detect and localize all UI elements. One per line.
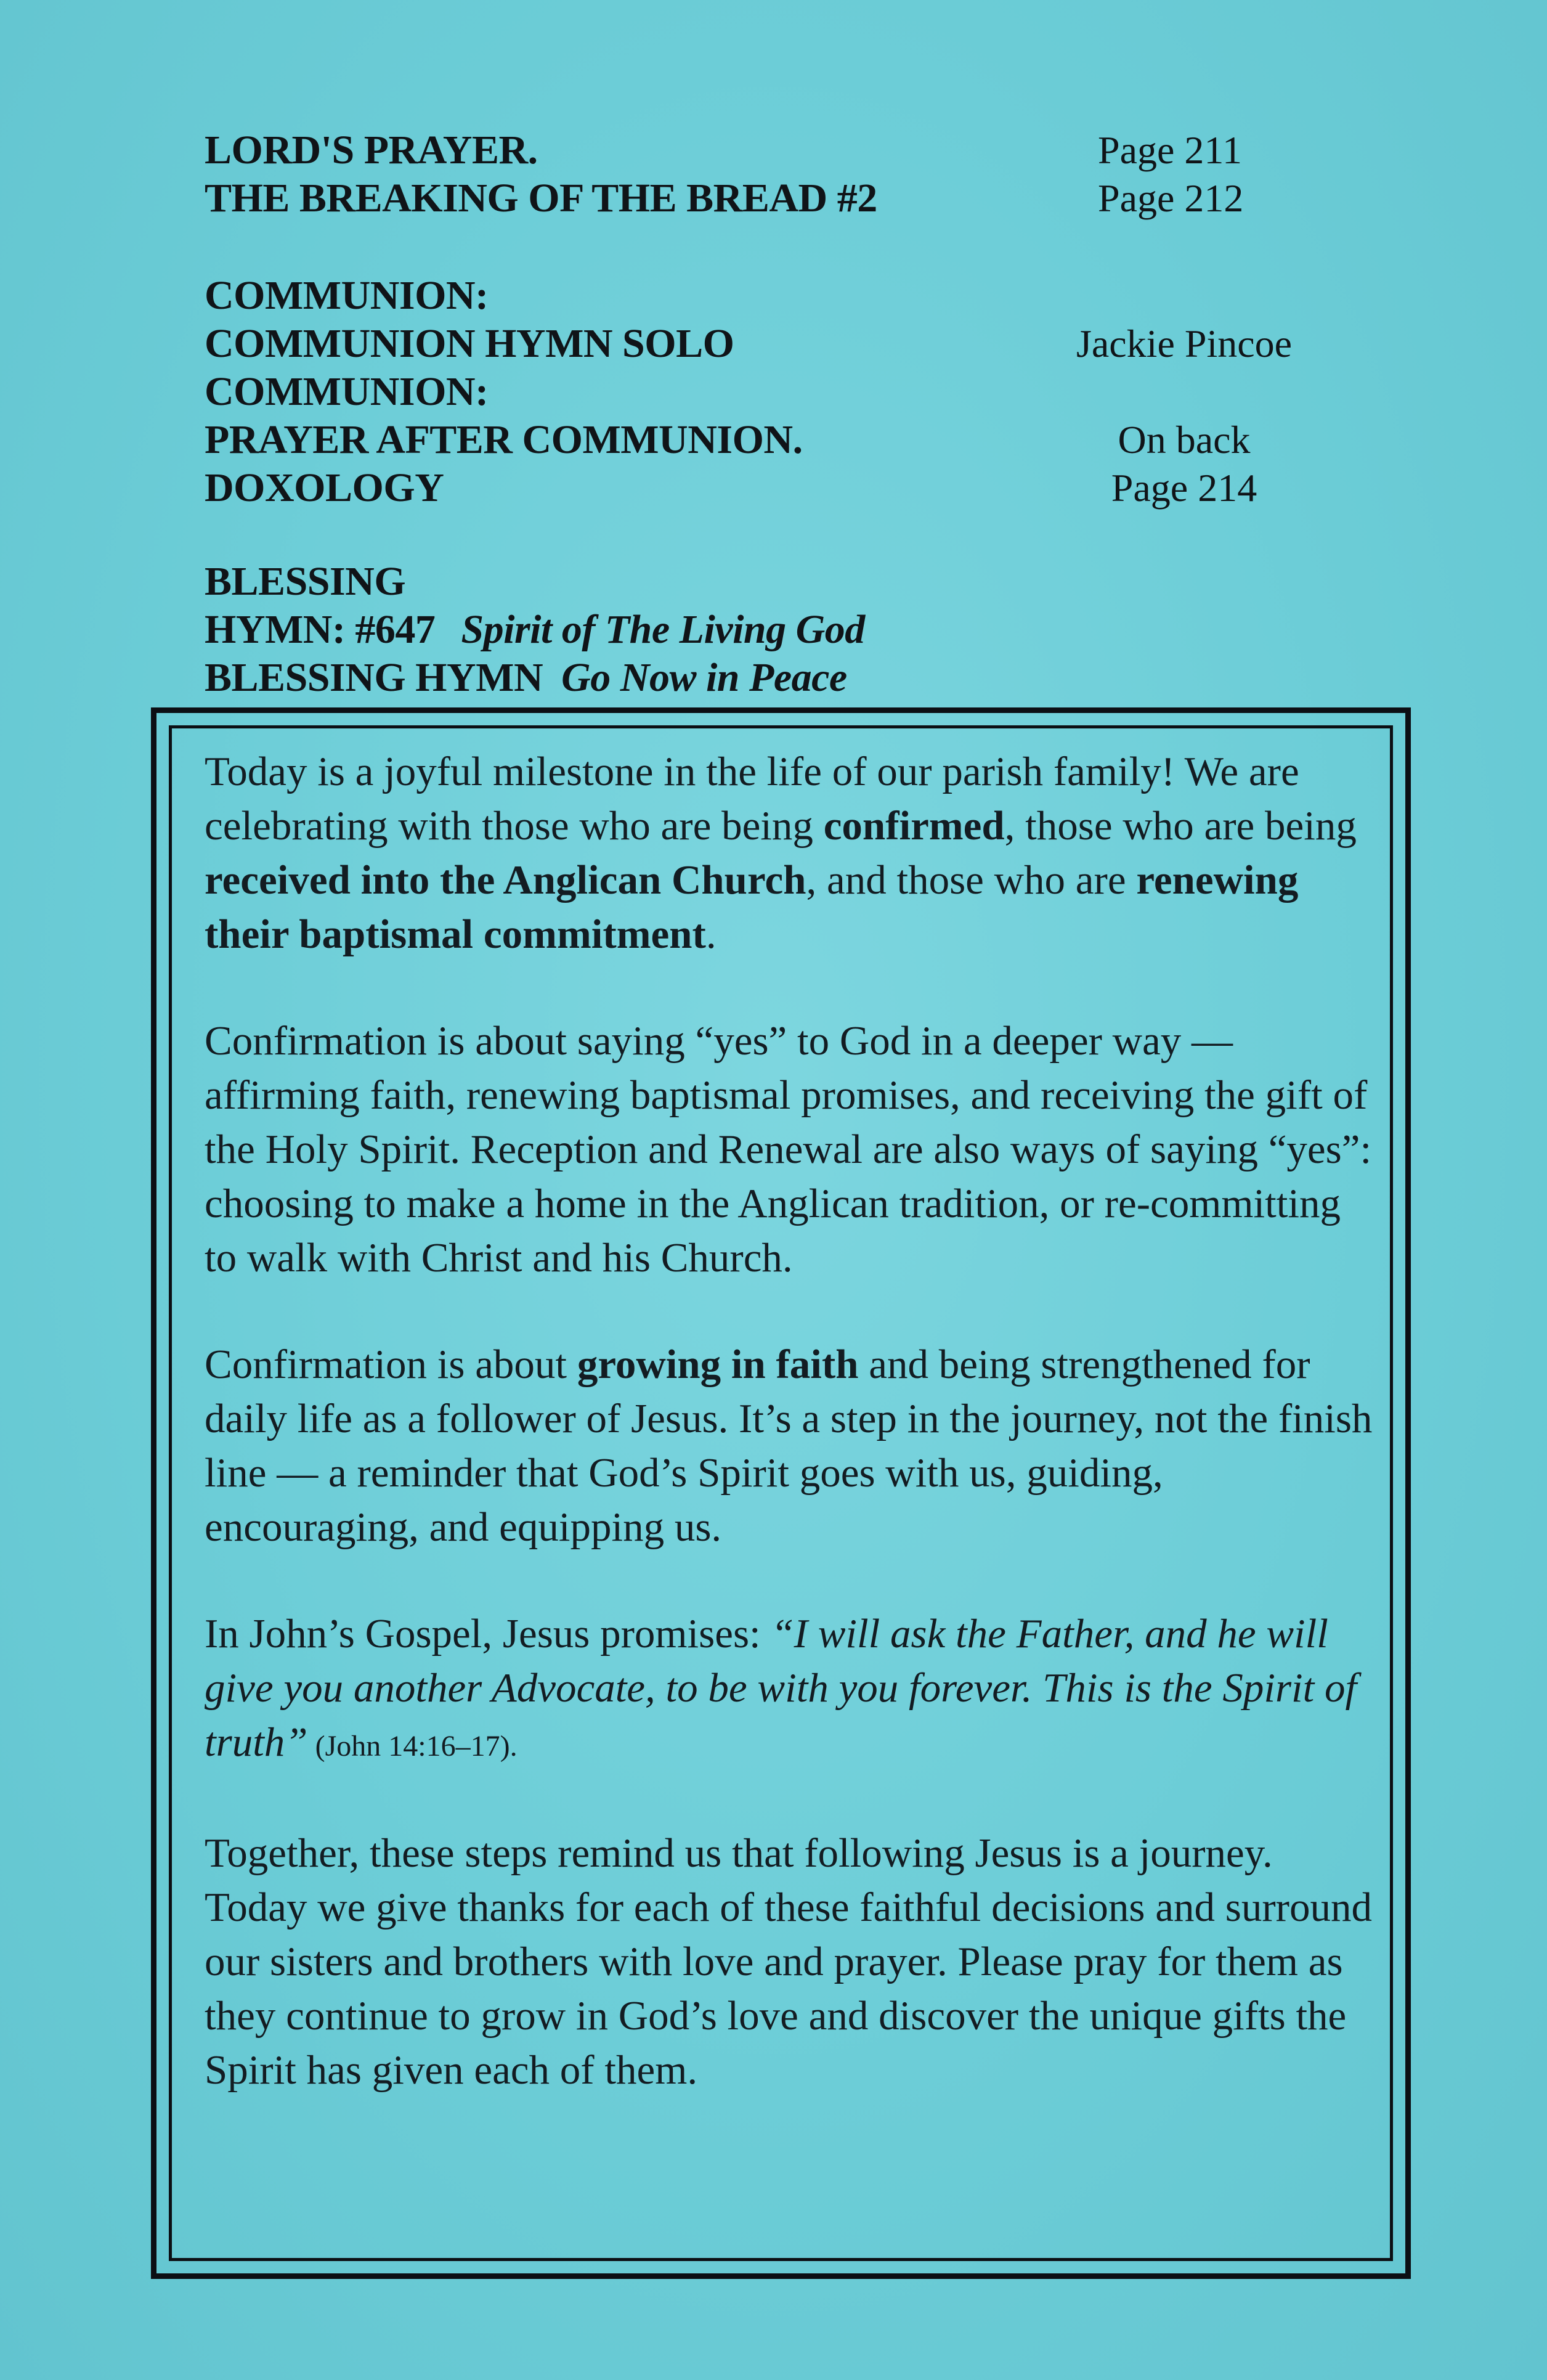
service-item-communion	[205, 368, 1314, 416]
notice-paragraph: Confirmation is about saying “yes” to God in a deeper way — affirming faith, renewing baptismal promises, and receiving the gift of the Holy Spirit. Reception and Renewal are also ways of saying “yes”: choosing to make a home in the Anglican tradition, or re-committing to walk with Christ and his Church.	[205, 1018, 1372, 1281]
page-reference: On back	[1118, 418, 1251, 462]
service-item-label: DOXOLOGY	[205, 465, 444, 510]
service-item-label: COMMUNION:	[205, 369, 489, 414]
service-item-label: COMMUNION HYMN SOLO	[205, 321, 734, 366]
service-item-label: THE BREAKING OF THE BREAD #2	[205, 176, 877, 221]
emphasis: confirmed	[823, 803, 1005, 849]
service-item-communion	[205, 272, 1314, 320]
service-item-label: COMMUNION:	[205, 273, 489, 318]
notice-paragraph: In John’s Gospel, Jesus promises: “I will ask the Father, and he will give you another Advocate, to be with you forever. This is the Spirit of truth” (John 14:16–17).	[205, 1611, 1357, 1765]
service-item-label: LORD'S PRAYER.	[205, 128, 538, 173]
page-reference: Page 214	[1111, 466, 1257, 510]
notice-paragraph: Confirmation is about growing in faith and being strengthened for daily life as a follower of Jesus. It’s a step in the journey, not the finish line — a reminder that God’s Spirit goes with us, guiding, encouraging, and equipping us.	[205, 1342, 1373, 1550]
hymn-title: Go Now in Peace	[561, 655, 847, 700]
service-item-lords-prayer	[205, 126, 1314, 174]
service-item-label: PRAYER AFTER COMMUNION.	[205, 417, 803, 462]
notice-paragraph: Together, these steps remind us that following Jesus is a journey. Today we give thanks for each of these faithful decisions and surround our sisters and brothers with love and prayer. Please pray for them as they continue to grow in God’s love and discover the unique gifts the Spirit has given each of them.	[205, 1830, 1372, 2093]
emphasis: growing in faith	[577, 1342, 859, 1387]
scripture-citation: (John 14:16–17).	[307, 1730, 518, 1763]
emphasis: received into the Anglican Church	[205, 857, 806, 903]
service-item-blessing-hymn	[205, 654, 1314, 702]
service-item-communion-hymn-solo	[205, 320, 1314, 368]
service-item-hymn	[205, 606, 1314, 654]
confirmation-notice	[205, 744, 1375, 2150]
service-item-blessing	[205, 558, 1314, 606]
scripture-quote: “I will ask the Father, and he will give you another Advocate, to be with you forever. This is the Spirit of truth”	[205, 1611, 1357, 1765]
notice-paragraph: Today is a joyful milestone in the life of our parish family! We are celebrating with those who are being confirmed, those who are being received into the Anglican Church, and those who are renewing their baptismal commitment.	[205, 749, 1357, 957]
emphasis: renewing their baptismal commitment	[205, 857, 1299, 957]
service-item-doxology	[205, 464, 1314, 512]
page-reference: Page 212	[1098, 176, 1244, 220]
order-of-service	[205, 126, 1314, 702]
service-item-breaking-bread	[205, 174, 1314, 222]
performer-name: Jackie Pincoe	[1076, 322, 1293, 365]
hymn-title: Spirit of The Living God	[461, 607, 865, 652]
service-item-label: BLESSING	[205, 559, 406, 604]
service-item-label: BLESSING HYMN	[205, 655, 543, 700]
page-reference: Page 211	[1098, 128, 1243, 172]
service-item-prayer-after-communion	[205, 416, 1314, 464]
service-item-label: HYMN: #647	[205, 607, 436, 652]
